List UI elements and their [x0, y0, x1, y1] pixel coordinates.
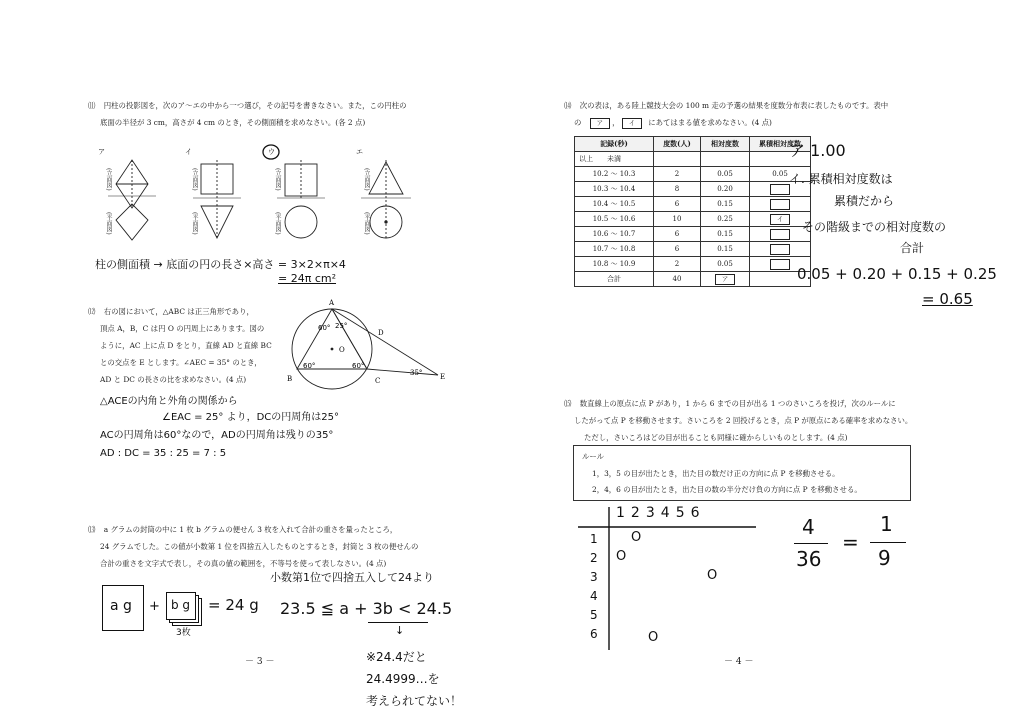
col-header-relative: 相対度数 [701, 137, 750, 152]
q12-line3: ように，AC 上に点 D をとり，直線 AD と直線 BC [100, 341, 272, 350]
col-header-count: 度数(人) [654, 137, 701, 152]
q12-number: ⑿ [88, 307, 96, 316]
right-page [512, 0, 1024, 724]
q14-hw-result: = 0.65 [922, 290, 973, 308]
q12-answer-1: △ACEの内角と外角の関係から [100, 396, 238, 407]
q12-line1: 右の図において，△ABC は正三角形であり， [103, 307, 254, 316]
empty-blank-box [770, 244, 790, 255]
q12-answer-4: AD : DC = 35 : 25 = 7 : 5 [100, 448, 227, 459]
table-cell [750, 242, 811, 257]
table-cell: 0.15 [701, 227, 750, 242]
col-head: 1 [616, 505, 631, 521]
blank-box-i-cell: イ [770, 214, 790, 225]
table-cell: 10.6 ～ 10.7 [575, 227, 654, 242]
q12-answer-2: ∠EAC = 25° より，DCの円周角は25° [162, 412, 339, 423]
hw-angle-25: 25° [335, 322, 348, 330]
table-cell: 0.15 [701, 197, 750, 212]
table-cell: 0.20 [701, 182, 750, 197]
row-head: 2 [590, 551, 598, 565]
q14-hw-answer-i1: イ. 累積相対度数は [789, 172, 893, 186]
elev-label-e: (立面図) [363, 168, 370, 191]
elev-label-a: (立面図) [105, 168, 112, 191]
col-header-cumulative: 累積相対度数 [750, 137, 811, 152]
table-cell: 10.8 ～ 10.9 [575, 257, 654, 272]
option-i-label: イ [185, 148, 192, 156]
q14-hw-sum: 0.05 + 0.20 + 0.15 + 0.25 [797, 265, 997, 283]
option-a-label: ア [98, 148, 105, 156]
row-head: 4 [590, 589, 598, 603]
blank-box-a: ア [590, 118, 610, 129]
option-u-label: ウ [268, 148, 275, 156]
q13-text [88, 521, 397, 538]
q13-line3: 合計の重さを文字式で表し，その真の値の範囲を，不等号を使って表しなさい。(4 点) [100, 559, 387, 568]
mark-o: O [616, 549, 627, 564]
hw-angle-60-c: 60° [352, 362, 365, 370]
elev-label-i: (立面図) [191, 168, 198, 191]
table-cell: 8 [654, 182, 701, 197]
q15-line3: ただし，さいころはどの目が出ることも同様に確からしいものとします。(4 点) [584, 433, 848, 442]
table-row [575, 257, 811, 272]
empty-blank-box [770, 259, 790, 270]
blank-box-i: イ [622, 118, 642, 129]
page-number-4: － 4 － [724, 657, 754, 667]
row-head: 6 [590, 627, 598, 641]
table-cell: 2 [654, 167, 701, 182]
plus-sign: + [149, 599, 160, 614]
q15-line2: したがって点 P を移動させます。さいころを 2 回投げるとき，点 P が原点にある確率を求めなさい。 [574, 416, 913, 425]
table-cell [701, 272, 750, 287]
table-cell: 10.2 ～ 10.3 [575, 167, 654, 182]
row-head: 5 [590, 608, 598, 622]
q11-answer-line1: 柱の側面積 → 底面の円の長さ×高さ = 3×2×π×4 [95, 258, 346, 271]
pt-a: A [329, 299, 335, 307]
envelope-label: a g [110, 598, 132, 614]
rule-2: 2，4，6 の目が出たとき，出た目の数の半分だけ負の方向に点 P を移動させる。 [592, 485, 862, 494]
q15-number: ⒂ [564, 399, 572, 408]
mark-o: O [631, 530, 642, 545]
fraction1-denominator: 36 [796, 547, 822, 571]
q13-hw-note: 小数第1位で四捨五入して24より [270, 571, 434, 584]
table-row [575, 182, 811, 197]
table-cell: 10.4 ～ 10.5 [575, 197, 654, 212]
q12-text [88, 303, 254, 320]
dice-grid-lines [576, 505, 766, 655]
sheets-count: 3枚 [176, 628, 191, 638]
row-head: 1 [590, 532, 598, 546]
down-arrow: ↓ [395, 624, 405, 637]
table-row [575, 227, 811, 242]
q14-line2-pre: の [574, 118, 582, 127]
pt-d: D [378, 329, 384, 337]
table-cell [701, 152, 750, 167]
q13-note2: 24.4999…を [366, 672, 440, 686]
q11-number: ⑾ [88, 101, 96, 110]
fraction2-bar [870, 542, 906, 543]
plan-label-a: (平面図) [105, 212, 112, 235]
pt-e: E [440, 373, 446, 381]
fraction2-numerator: 1 [880, 512, 893, 536]
fraction1-numerator: 4 [802, 515, 815, 539]
table-cell: 10 [654, 212, 701, 227]
q14-hw-answer-i3: その階級までの相対度数の [802, 220, 947, 234]
col-head: 5 [675, 505, 691, 521]
table-cell: 6 [654, 197, 701, 212]
page-number-3: － 3 － [245, 657, 275, 667]
table-cell: 合計 [575, 272, 654, 287]
table-cell: 10.5 ～ 10.6 [575, 212, 654, 227]
q15-text [564, 395, 896, 412]
q14-sep: ， [612, 118, 620, 127]
hw-angle-60-b: 60° [303, 362, 316, 370]
q12-line4: との交点を E とします。∠AEC = 35° のとき， [100, 358, 262, 367]
empty-blank-box [770, 229, 790, 240]
mark-o: O [707, 568, 718, 583]
q14-hw-answer-a: ア 1.00 [789, 141, 846, 160]
plan-label-e: (平面図) [363, 212, 370, 235]
col-head: 2 [630, 505, 646, 521]
q14-line2 [574, 114, 772, 131]
q14-text [564, 97, 888, 114]
rule-title: ルール [582, 452, 605, 461]
option-e-label: エ [356, 148, 363, 156]
fraction1-bar [794, 543, 828, 544]
q14-number: ⒁ [564, 101, 572, 110]
mark-o: O [648, 630, 659, 645]
q15-line1: 数直線上の原点に点 P があり，1 から 6 までの目が出る 1 つのさいころを投げ，次のルールに [579, 399, 896, 408]
answer-circle-mark [263, 145, 279, 159]
q11-text [88, 97, 407, 114]
grid-col-heads [616, 505, 706, 521]
table-cell: 6 [654, 227, 701, 242]
q14-line2-post: にあてはまる値を求めなさい。(4 点) [648, 118, 772, 127]
pt-b: B [287, 375, 293, 383]
table-row [575, 167, 811, 182]
frequency-table [574, 136, 811, 287]
q11-line1: 円柱の投影図を，次のア～エの中から一つ選び，その記号を書きなさい。また，この円柱の [103, 101, 407, 110]
angle-35: 35° [410, 369, 423, 377]
fraction2-denominator: 9 [878, 546, 891, 570]
pt-c: C [375, 377, 381, 385]
plan-label-u: (平面図) [274, 212, 281, 235]
table-header-row [575, 137, 811, 152]
table-subheader-row [575, 152, 811, 167]
elev-label-u: (立面図) [274, 168, 281, 191]
table-cell: 0.25 [701, 212, 750, 227]
table-cell: 2 [654, 257, 701, 272]
table-cell: 0.05 [701, 257, 750, 272]
row-head: 3 [590, 570, 598, 584]
q12-answer-3: ACの円周角は60°なので，ADの円周角は残りの35° [100, 430, 334, 441]
q13-inequality: 23.5 ≦ a + 3b < 24.5 [280, 599, 453, 618]
blank-box-a-cell: ア [715, 274, 735, 285]
q13-note1: ※24.4だと [366, 650, 427, 664]
q14-hw-answer-i4: 合計 [900, 241, 925, 255]
col-head: 3 [645, 505, 661, 521]
subheader-cell: 以上 未満 [575, 152, 654, 167]
table-cell [750, 197, 811, 212]
q13-number: ⒀ [88, 525, 96, 534]
rule-box [573, 445, 911, 501]
pt-o: O [339, 346, 345, 354]
table-row [575, 212, 811, 227]
empty-blank-box [770, 199, 790, 210]
q13-note3: 考えられてない！ [366, 694, 463, 708]
table-cell: 10.3 ～ 10.4 [575, 182, 654, 197]
table-cell: 0.15 [701, 242, 750, 257]
table-cell: 40 [654, 272, 701, 287]
q14-line1: 次の表は，ある陸上競技大会の 100 m 走の予選の結果を度数分布表に表したものです。表中 [579, 101, 889, 110]
table-row [575, 197, 811, 212]
plan-label-i: (平面図) [191, 212, 198, 235]
col-header-record: 記録(秒) [575, 137, 654, 152]
empty-blank-box [770, 184, 790, 195]
underline-mark [368, 622, 428, 623]
table-cell: 6 [654, 242, 701, 257]
equals-sign: = [842, 530, 859, 554]
q13-line1: a グラムの封筒の中に 1 枚 b グラムの便せん 3 枚を入れて合計の重さを量ったところ， [103, 525, 398, 534]
envelope-drawing [102, 585, 144, 631]
q11-line2: 底面の半径が 3 cm，高さが 4 cm のとき，その側面積を求めなさい。(各 2 点) [100, 118, 366, 127]
q11-answer-line2: = 24π cm² [278, 272, 337, 285]
sheets-drawing [166, 592, 196, 620]
table-total-row [575, 272, 811, 287]
table-row [575, 242, 811, 257]
col-head: 6 [690, 505, 706, 521]
q13-equation: = 24 g [208, 596, 259, 614]
q13-line2: 24 グラムでした。この値が小数第 1 位を四捨五入したものとするとき，封筒と 3 枚の便せんの [100, 542, 419, 551]
hw-angle-60-a: 60° [318, 324, 331, 332]
table-cell: 10.7 ～ 10.8 [575, 242, 654, 257]
table-cell: 0.05 [750, 167, 811, 182]
q12-line5: AD と DC の長さの比を求めなさい。(4 点) [100, 375, 247, 384]
q14-hw-answer-i2: 累積だから [834, 194, 895, 208]
table-cell [654, 152, 701, 167]
table-cell: 0.05 [701, 167, 750, 182]
q12-line2: 頂点 A，B，C は円 O の円周上にあります。図の [100, 324, 265, 333]
sheets-label: b g [171, 598, 191, 612]
col-head: 4 [660, 505, 676, 521]
circle-triangle-figure [280, 295, 455, 390]
rule-1: 1，3，5 の目が出たとき，出た目の数だけ正の方向に点 P を移動させる。 [592, 469, 840, 478]
